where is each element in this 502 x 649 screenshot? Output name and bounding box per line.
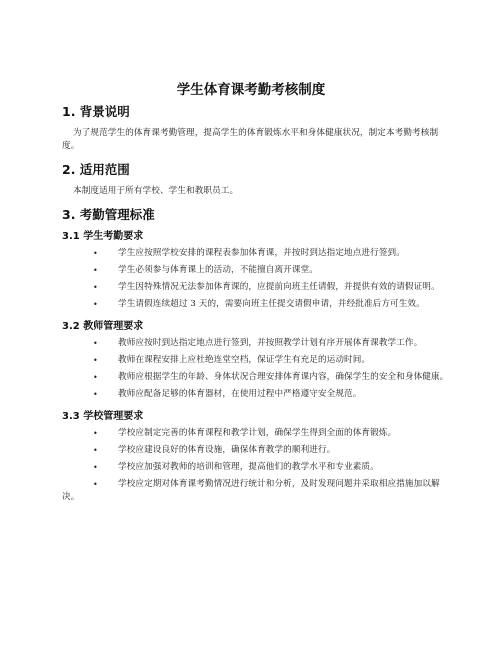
list-item xyxy=(62,264,450,277)
bullet-icon: • xyxy=(93,249,98,258)
subsection-heading: 3.3 学校管理要求 xyxy=(62,411,144,422)
list-item xyxy=(62,371,450,384)
section-heading: 2. 适用范围 xyxy=(62,162,130,177)
bullet-icon: • xyxy=(93,463,98,472)
section-heading: 1. 背景说明 xyxy=(62,104,130,119)
list-item-text: 学生因特殊情况无法参加体育课的，应提前向班主任请假，并提供有效的请假证明。 xyxy=(118,282,440,292)
section-paragraph: 本制度适用于所有学校、学生和教职员工。 xyxy=(73,186,239,196)
bullet-icon: • xyxy=(93,373,98,382)
bullet-list xyxy=(62,247,450,311)
list-item-text: 学生应按照学校安排的课程表参加体育课，并按时到达指定地点进行签到。 xyxy=(118,248,405,258)
document-body xyxy=(62,104,450,513)
list-item-text: 学校应定期对体育课考勤情况进行统计和分析，及时发现问题并采取相应措施加以解决。 xyxy=(62,479,440,502)
list-item-text: 教师在课程安排上应杜绝连堂空档，保证学生有充足的运动时间。 xyxy=(118,355,371,365)
list-item xyxy=(62,281,450,294)
list-item xyxy=(62,478,450,504)
list-item-text: 学校应制定完善的体育课程和教学计划，确保学生得到全面的体育锻炼。 xyxy=(118,428,397,438)
section-paragraph: 为了规范学生的体育课考勤管理，提高学生的体育锻炼水平和身体健康状况，制定本考勤考核制度。 xyxy=(62,128,439,151)
list-item-text: 教师应配备足够的体育器材，在使用过程中严格遵守安全规范。 xyxy=(118,389,362,399)
list-item xyxy=(62,298,450,311)
bullet-icon: • xyxy=(93,480,98,489)
subsection-teacher-requirements xyxy=(62,320,450,401)
list-item xyxy=(62,461,450,474)
list-item-text: 学校应加强对教师的培训和管理，提高他们的教学水平和专业素质。 xyxy=(118,462,379,472)
section-scope xyxy=(62,162,450,198)
subsection-heading: 3.2 教师管理要求 xyxy=(62,321,144,332)
document-title: 学生体育课考勤考核制度 xyxy=(176,82,326,98)
section-heading: 3. 考勤管理标准 xyxy=(62,207,155,222)
list-item-text: 学生请假连续超过 3 天的，需要向班主任提交请假申请，并经批准后方可生效。 xyxy=(118,299,425,309)
list-item-text: 教师应按时到达指定地点进行签到，并按照教学计划有序开展体育课教学工作。 xyxy=(118,338,423,348)
subsection-student-requirements xyxy=(62,230,450,311)
list-item-text: 学校应建设良好的体育设施，确保体育教学的顺利进行。 xyxy=(118,445,336,455)
bullet-icon: • xyxy=(93,356,98,365)
bullet-icon: • xyxy=(93,283,98,292)
bullet-icon: • xyxy=(93,339,98,348)
list-item xyxy=(62,388,450,401)
section-attendance-standards xyxy=(62,207,450,504)
bullet-icon: • xyxy=(93,446,98,455)
bullet-icon: • xyxy=(93,390,98,399)
bullet-list xyxy=(62,427,450,504)
bullet-icon: • xyxy=(93,429,98,438)
section-background xyxy=(62,104,450,153)
subsection-school-requirements xyxy=(62,410,450,504)
list-item xyxy=(62,337,450,350)
list-item xyxy=(62,247,450,260)
list-item-text: 教师应根据学生的年龄、身体状况合理安排体育课内容，确保学生的安全和身体健康。 xyxy=(118,372,449,382)
list-item xyxy=(62,427,450,440)
bullet-icon: • xyxy=(93,300,98,309)
bullet-list xyxy=(62,337,450,401)
bullet-icon: • xyxy=(93,266,98,275)
list-item xyxy=(62,444,450,457)
subsection-heading: 3.1 学生考勤要求 xyxy=(62,231,144,242)
list-item-text: 学生必须参与体育课上的活动，不能擅自离开课堂。 xyxy=(118,265,318,275)
list-item xyxy=(62,354,450,367)
